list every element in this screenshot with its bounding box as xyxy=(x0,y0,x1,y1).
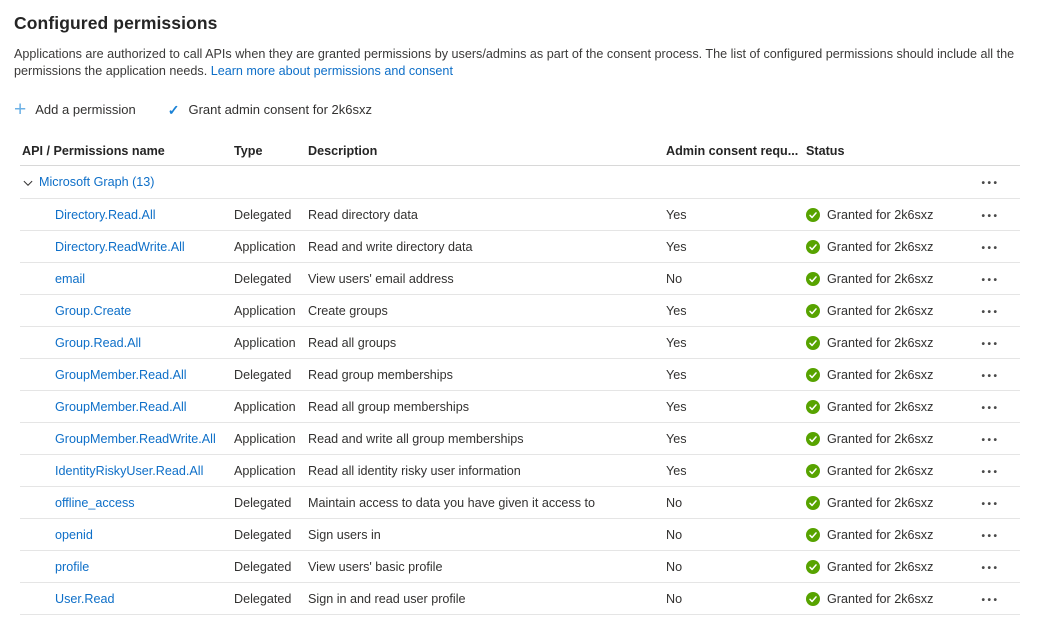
granted-check-icon xyxy=(806,496,820,510)
learn-more-link[interactable]: Learn more about permissions and consent xyxy=(210,63,453,78)
granted-check-icon xyxy=(806,304,820,318)
add-permission-button[interactable] xyxy=(14,97,136,121)
permission-description: Read and write all group memberships xyxy=(308,431,524,446)
grant-admin-consent-button[interactable] xyxy=(168,102,372,117)
permission-type: Delegated xyxy=(234,207,292,222)
status-text: Granted for 2k6sxz xyxy=(827,207,934,222)
admin-consent-value: No xyxy=(666,559,683,574)
granted-check-icon xyxy=(806,272,820,286)
permission-type: Application xyxy=(234,335,296,350)
status-text: Granted for 2k6sxz xyxy=(827,527,934,542)
permission-type: Application xyxy=(234,431,296,446)
permission-name-link[interactable]: openid xyxy=(55,527,93,542)
permission-name-link[interactable]: IdentityRiskyUser.Read.All xyxy=(55,463,204,478)
status-text: Granted for 2k6sxz xyxy=(827,303,934,318)
status-text: Granted for 2k6sxz xyxy=(827,495,934,510)
status-badge xyxy=(806,464,973,478)
table-header-row xyxy=(20,136,1020,166)
admin-consent-value: No xyxy=(666,527,683,542)
status-text: Granted for 2k6sxz xyxy=(827,463,934,478)
table-row xyxy=(20,199,1020,231)
status-badge xyxy=(806,528,973,542)
permission-type: Application xyxy=(234,239,296,254)
row-actions-button[interactable]: ••• xyxy=(981,274,1000,286)
permission-type: Delegated xyxy=(234,559,292,574)
status-badge xyxy=(806,240,973,254)
permission-description: View users' basic profile xyxy=(308,559,443,574)
permission-name-link[interactable]: Group.Read.All xyxy=(55,335,142,350)
permission-description: Read group memberships xyxy=(308,367,453,382)
admin-consent-value: Yes xyxy=(666,431,687,446)
column-header-name: API / Permissions name xyxy=(22,143,165,158)
permissions-toolbar xyxy=(14,97,1043,121)
admin-consent-value: Yes xyxy=(666,207,687,222)
table-row xyxy=(20,263,1020,295)
table-row xyxy=(20,487,1020,519)
admin-consent-value: No xyxy=(666,271,683,286)
granted-check-icon xyxy=(806,432,820,446)
table-row xyxy=(20,231,1020,263)
permission-type: Delegated xyxy=(234,591,292,606)
row-actions-button[interactable]: ••• xyxy=(981,530,1000,542)
row-actions-button[interactable]: ••• xyxy=(981,466,1000,478)
grant-admin-consent-label: Grant admin consent for 2k6sxz xyxy=(188,102,372,117)
row-actions-button[interactable]: ••• xyxy=(981,178,1000,189)
granted-check-icon xyxy=(806,336,820,350)
granted-check-icon xyxy=(806,208,820,222)
description-text: Applications are authorized to call APIs when they are granted permissions by users/admins as part of the consent process. The list of configured permissions should include all the permissions the application needs. xyxy=(14,47,1015,78)
permission-name-link[interactable]: offline_access xyxy=(55,495,135,510)
status-text: Granted for 2k6sxz xyxy=(827,271,934,286)
row-actions-button[interactable]: ••• xyxy=(981,434,1000,446)
column-header-type: Type xyxy=(234,143,263,158)
permission-name-link[interactable]: Directory.Read.All xyxy=(55,207,156,222)
page-title: Configured permissions xyxy=(14,13,218,33)
admin-consent-value: Yes xyxy=(666,303,687,318)
permission-description: Sign users in xyxy=(308,527,381,542)
check-icon: ✓ xyxy=(167,101,180,118)
row-actions-button[interactable]: ••• xyxy=(981,210,1000,222)
table-row xyxy=(20,295,1020,327)
permission-name-link[interactable]: GroupMember.Read.All xyxy=(55,399,187,414)
row-actions-button[interactable]: ••• xyxy=(981,498,1000,510)
table-row xyxy=(20,423,1020,455)
permission-description: Read all group memberships xyxy=(308,399,470,414)
table-row xyxy=(20,359,1020,391)
permission-type: Delegated xyxy=(234,367,292,382)
status-text: Granted for 2k6sxz xyxy=(827,559,934,574)
granted-check-icon xyxy=(806,464,820,478)
admin-consent-value: Yes xyxy=(666,367,687,382)
column-header-status: Status xyxy=(806,143,845,158)
permission-type: Application xyxy=(234,303,296,318)
column-header-admin-consent: Admin consent requ... xyxy=(666,143,799,158)
admin-consent-value: Yes xyxy=(666,239,687,254)
row-actions-button[interactable]: ••• xyxy=(981,370,1000,382)
permission-type: Delegated xyxy=(234,527,292,542)
table-row xyxy=(20,391,1020,423)
permission-description: Create groups xyxy=(308,303,388,318)
status-badge xyxy=(806,400,973,414)
table-row xyxy=(20,551,1020,583)
granted-check-icon xyxy=(806,368,820,382)
permission-name-link[interactable]: GroupMember.ReadWrite.All xyxy=(55,431,216,446)
table-row xyxy=(20,455,1020,487)
status-text: Granted for 2k6sxz xyxy=(827,335,934,350)
permissions-table xyxy=(20,136,1020,615)
permission-description: Read all identity risky user information xyxy=(308,463,521,478)
admin-consent-value: Yes xyxy=(666,335,687,350)
permission-type: Application xyxy=(234,463,296,478)
admin-consent-value: No xyxy=(666,495,683,510)
permission-name-link[interactable]: User.Read xyxy=(55,591,115,606)
status-text: Granted for 2k6sxz xyxy=(827,431,934,446)
status-badge xyxy=(806,272,973,286)
permission-description: Maintain access to data you have given it access to xyxy=(308,495,596,510)
permission-description: Read and write directory data xyxy=(308,239,473,254)
permission-description: Read all groups xyxy=(308,335,397,350)
permission-description: Read directory data xyxy=(308,207,418,222)
status-badge xyxy=(806,368,973,382)
permission-name-link[interactable]: profile xyxy=(55,559,90,574)
permission-rows xyxy=(20,199,1020,615)
granted-check-icon xyxy=(806,592,820,606)
granted-check-icon xyxy=(806,400,820,414)
permissions-description xyxy=(14,46,1020,79)
permission-name-link[interactable]: GroupMember.Read.All xyxy=(55,367,187,382)
status-badge xyxy=(806,592,973,606)
add-permission-label: Add a permission xyxy=(35,102,136,117)
row-actions-button[interactable]: ••• xyxy=(981,562,1000,574)
api-group-link[interactable]: Microsoft Graph (13) xyxy=(39,175,155,189)
row-actions-button[interactable]: ••• xyxy=(981,402,1000,414)
granted-check-icon xyxy=(806,528,820,542)
status-text: Granted for 2k6sxz xyxy=(827,591,934,606)
table-row xyxy=(20,583,1020,615)
status-text: Granted for 2k6sxz xyxy=(827,367,934,382)
permission-type: Application xyxy=(234,399,296,414)
row-actions-button[interactable]: ••• xyxy=(981,338,1000,350)
permission-description: View users' email address xyxy=(308,271,454,286)
api-group-row xyxy=(20,166,1020,199)
admin-consent-value: Yes xyxy=(666,463,687,478)
status-badge xyxy=(806,560,973,574)
status-badge xyxy=(806,336,973,350)
permission-type: Delegated xyxy=(234,271,292,286)
status-badge xyxy=(806,208,973,222)
status-badge xyxy=(806,496,973,510)
granted-check-icon xyxy=(806,240,820,254)
admin-consent-value: No xyxy=(666,591,683,606)
status-badge xyxy=(806,304,973,318)
permission-name-link[interactable]: Directory.ReadWrite.All xyxy=(55,239,185,254)
granted-check-icon xyxy=(806,560,820,574)
permission-name-link[interactable]: Group.Create xyxy=(55,303,132,318)
row-actions-button[interactable]: ••• xyxy=(981,594,1000,606)
chevron-down-icon[interactable] xyxy=(22,177,34,189)
plus-icon: + xyxy=(14,97,27,121)
status-text: Granted for 2k6sxz xyxy=(827,239,934,254)
row-actions-button[interactable]: ••• xyxy=(981,306,1000,318)
status-text: Granted for 2k6sxz xyxy=(827,399,934,414)
table-row xyxy=(20,327,1020,359)
permission-name-link[interactable]: email xyxy=(55,271,86,286)
column-header-description: Description xyxy=(308,143,378,158)
status-badge xyxy=(806,432,973,446)
permission-type: Delegated xyxy=(234,495,292,510)
admin-consent-value: Yes xyxy=(666,399,687,414)
permission-description: Sign in and read user profile xyxy=(308,591,466,606)
table-row xyxy=(20,519,1020,551)
row-actions-button[interactable]: ••• xyxy=(981,242,1000,254)
